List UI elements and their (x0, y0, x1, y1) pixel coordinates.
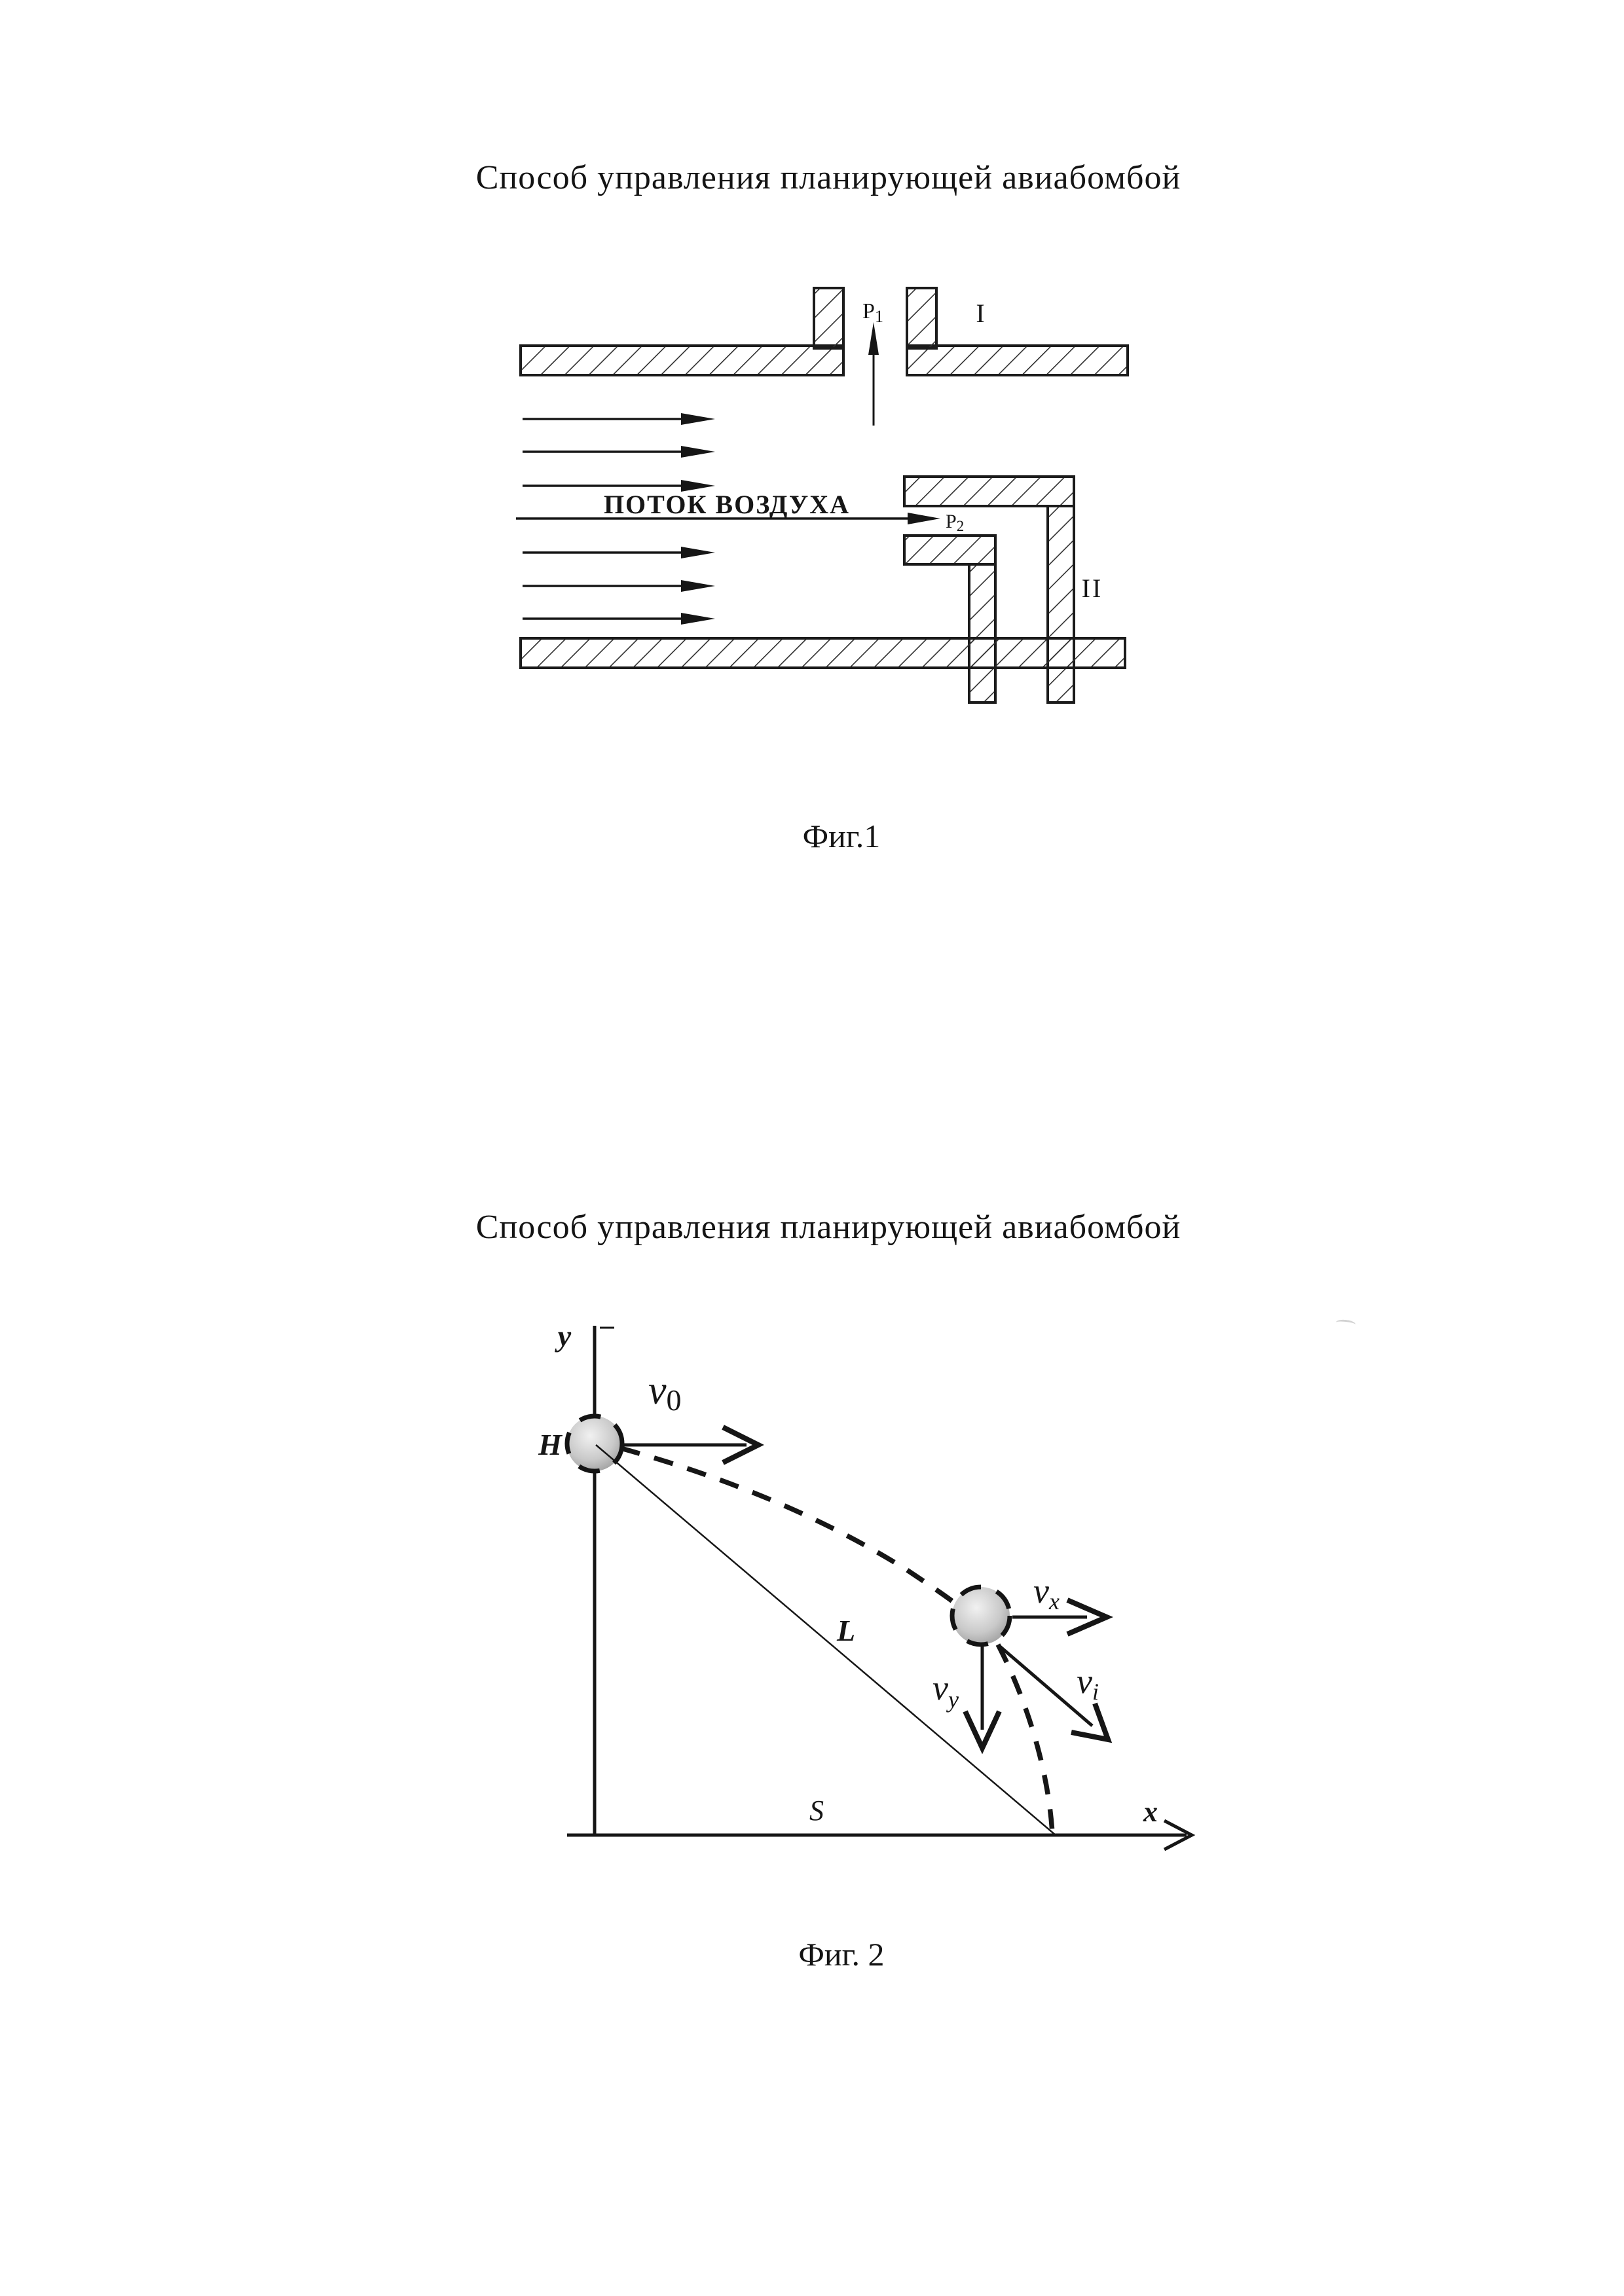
pressure-label-p2: Р2 (946, 511, 965, 534)
label-L: L (836, 1614, 856, 1647)
upper-wall-left-lip (814, 288, 843, 348)
figure-1-schematic (498, 268, 1166, 727)
scan-artifact (1336, 1319, 1356, 1328)
upper-wall-right (907, 288, 1128, 375)
upper-wall-right-lip (907, 288, 936, 348)
lower-wall-bar (521, 638, 1125, 668)
p1-arrowhead-icon (868, 322, 879, 355)
figure-1-caption: Фиг.1 (802, 818, 881, 854)
page-title-fig2: Способ управления планирующей авиабомбой (475, 1209, 1181, 1246)
page-title-fig1: Способ управления планирующей авиабомбой (475, 159, 1181, 196)
pressure-label-p1: Р1 (862, 299, 883, 326)
flow-main-arrowhead-icon (908, 513, 940, 524)
channel-label-II: II (1081, 574, 1103, 603)
upper-wall-left (521, 288, 843, 375)
trajectory-segment-1 (621, 1448, 956, 1604)
channel-II-upper-bar (904, 477, 1074, 506)
upper-wall-left-bar (521, 346, 843, 375)
flow-arrowhead-icon (681, 547, 715, 558)
flow-arrowhead-icon (681, 446, 715, 458)
flow-label: ПОТОК ВОЗДУХА (603, 490, 851, 519)
axis-label-y: y (557, 1319, 572, 1353)
upper-wall-right-bar (907, 346, 1128, 375)
bomb-at-release (567, 1416, 622, 1471)
figure-2-trajectory (517, 1303, 1251, 1879)
p1-arrow (868, 322, 879, 426)
label-v0: v0 (648, 1368, 682, 1417)
flow-arrowhead-icon (681, 580, 715, 592)
bomb-in-flight (952, 1587, 1010, 1645)
channel-II-right-column (1048, 506, 1074, 702)
label-vx: vx (1033, 1571, 1060, 1614)
channel-II-mid-column (969, 564, 995, 702)
trajectory-segment-2 (998, 1645, 1052, 1833)
flow-arrowhead-icon (681, 413, 715, 425)
channel-label-I: I (976, 299, 985, 328)
label-H: H (538, 1428, 562, 1461)
flow-arrowhead-icon (681, 613, 715, 625)
label-vi: vi (1077, 1662, 1099, 1705)
axis-label-x: x (1143, 1796, 1158, 1828)
label-S: S (809, 1795, 824, 1827)
label-vy: $v_y$ (932, 1668, 959, 1713)
channel-II-lower-bar (904, 536, 995, 564)
figure-2-caption: Фиг. 2 (798, 1936, 885, 1973)
